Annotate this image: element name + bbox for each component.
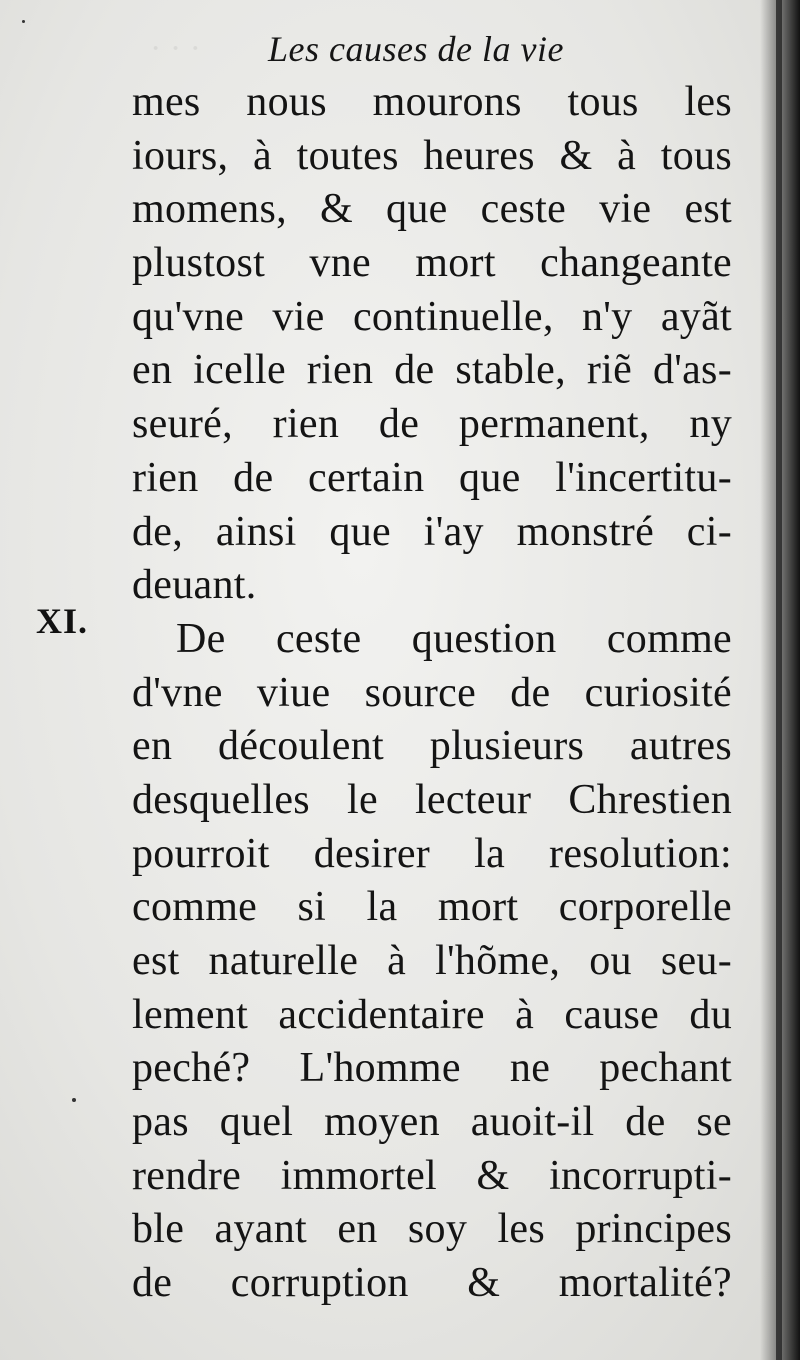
page-edge-line xyxy=(776,0,782,1360)
running-head: Les causes de la vie xyxy=(268,29,564,69)
text-line: est naturelle à l'hõme, ou seu- xyxy=(132,938,732,984)
text-line: momens, & que ceste vie est xyxy=(132,186,732,233)
text-line: en découlent plusieurs autres xyxy=(132,723,732,770)
text-line: mes nous mourons tous les xyxy=(132,79,732,125)
paragraph-start-line: De ceste question comme xyxy=(176,615,732,662)
text-line: de corruption & mortalité? xyxy=(132,1260,732,1307)
text-line: rendre immortel & incorrupti- xyxy=(132,1152,732,1199)
text-line: lement accidentaire à cause du xyxy=(132,991,732,1038)
text-line: plustost vne mort changeante xyxy=(132,240,732,287)
text-line: ble ayant en soy les principes xyxy=(132,1206,732,1253)
text-line: pas quel moyen auoit-il de se xyxy=(132,1099,732,1146)
ink-speck xyxy=(22,20,25,23)
text-line: pourroit desirer la resolution: xyxy=(132,830,732,877)
body-text xyxy=(132,76,732,1311)
text-line: peché? L'homme ne pechant xyxy=(132,1045,732,1092)
ink-speck xyxy=(72,1098,76,1102)
text-line: deuant. xyxy=(132,562,257,609)
text-line: seuré, rien de permanent, ny xyxy=(132,401,732,448)
bleed-through-text: · · · xyxy=(150,30,201,67)
text-line: d'vne viue source de curiosité xyxy=(132,669,732,716)
text-line: comme si la mort corporelle xyxy=(132,884,732,931)
text-line: qu'vne vie continuelle, n'y ayãt xyxy=(132,293,732,340)
text-line: en icelle rien de stable, riẽ d'as- xyxy=(132,347,732,394)
text-line: desquelles le lecteur Chrestien xyxy=(132,776,732,823)
text-line: iours, à toutes heures & à tous xyxy=(132,132,732,179)
margin-note: XI. xyxy=(36,601,89,641)
text-line: rien de certain que l'incertitu- xyxy=(132,454,732,501)
text-line: de, ainsi que i'ay monstré ci- xyxy=(132,508,732,555)
